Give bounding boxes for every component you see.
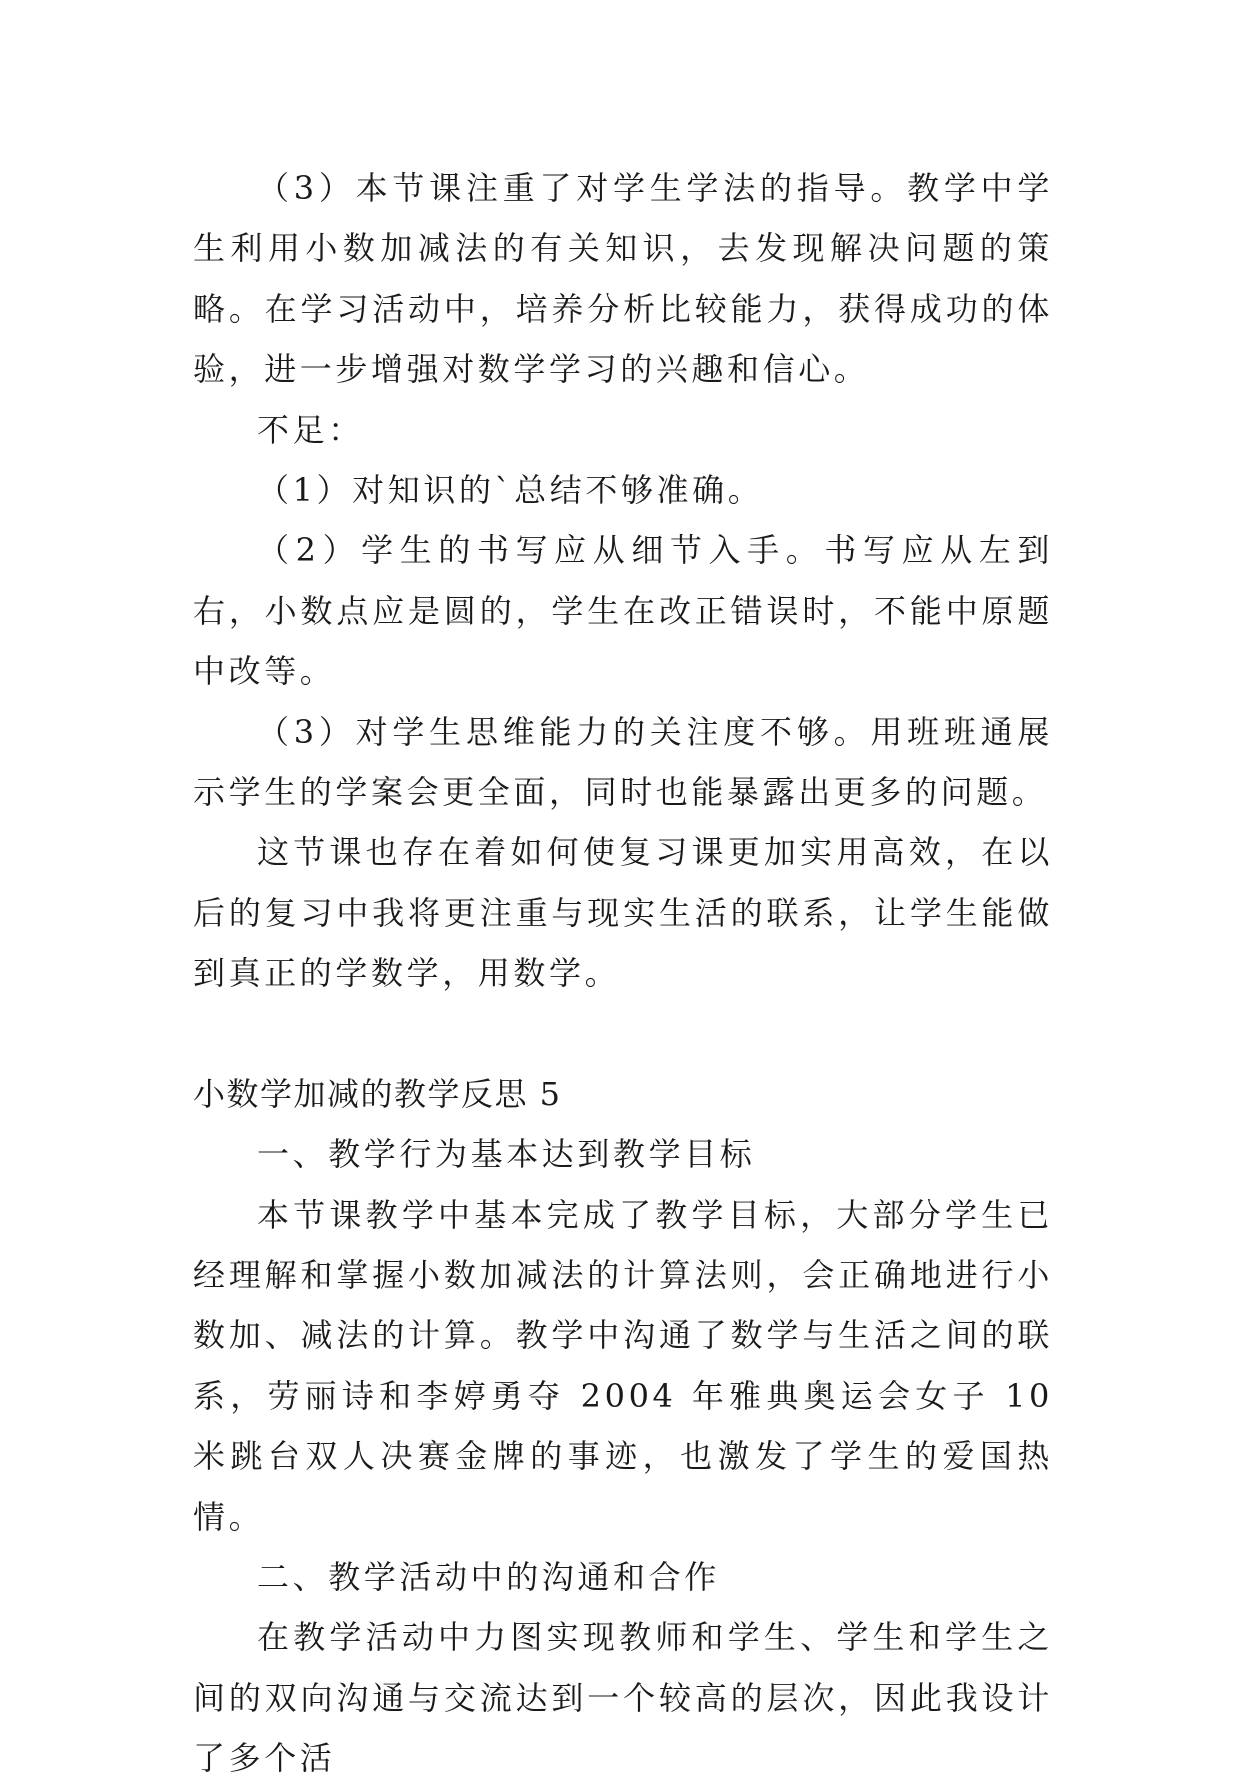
paragraph-shortcomings-label: 不足： [257,410,364,449]
paragraph-conclusion: 这节课也存在着如何使复习课更加实用高效，在以后的复习中我将更注重与现实生活的联系，让学生能做到真正的学数学，用数学。 [193,833,1053,993]
section-title: 小数学加减的教学反思 5 [193,1074,562,1113]
paragraph-subheading-2: 二、教学活动中的沟通和合作 [257,1557,720,1596]
paragraph-shortcoming-3: （3）对学生思维能力的关注度不够。用班班通展示学生的学案会更全面，同时也能暴露出更多的问题。 [193,712,1053,812]
paragraph-communication: 在教学活动中力图实现教师和学生、学生和学生之间的双向沟通与交流达到一个较高的层次，因此我设计了多个活 [193,1618,1053,1778]
paragraph-point-3-method: （3）本节课注重了对学生学法的指导。教学中学生利用小数加减法的有关知识，去发现解决问题的策略。在学习活动中，培养分析比较能力，获得成功的体验，进一步增强对数学学习的兴趣和信心。 [193,169,1053,389]
paragraph-subheading-1: 一、教学行为基本达到教学目标 [257,1135,756,1174]
paragraph-shortcoming-2: （2）学生的书写应从细节入手。书写应从左到右，小数点应是圆的，学生在改正错误时，不能中原题中改等。 [193,531,1053,691]
paragraph-goals-achieved: 本节课教学中基本完成了教学目标，大部分学生已经理解和掌握小数加减法的计算法则，会正确地进行小数加、减法的计算。教学中沟通了数学与生活之间的联系，劳丽诗和李婷勇夺 2004 年雅典奥运会女子 10 米跳台双人决赛金牌的事迹，也激发了学生的爱国热情。 [193,1195,1053,1536]
paragraph-shortcoming-1: （1）对知识的`总结不够准确。 [257,471,764,510]
document-page [193,158,1053,1789]
